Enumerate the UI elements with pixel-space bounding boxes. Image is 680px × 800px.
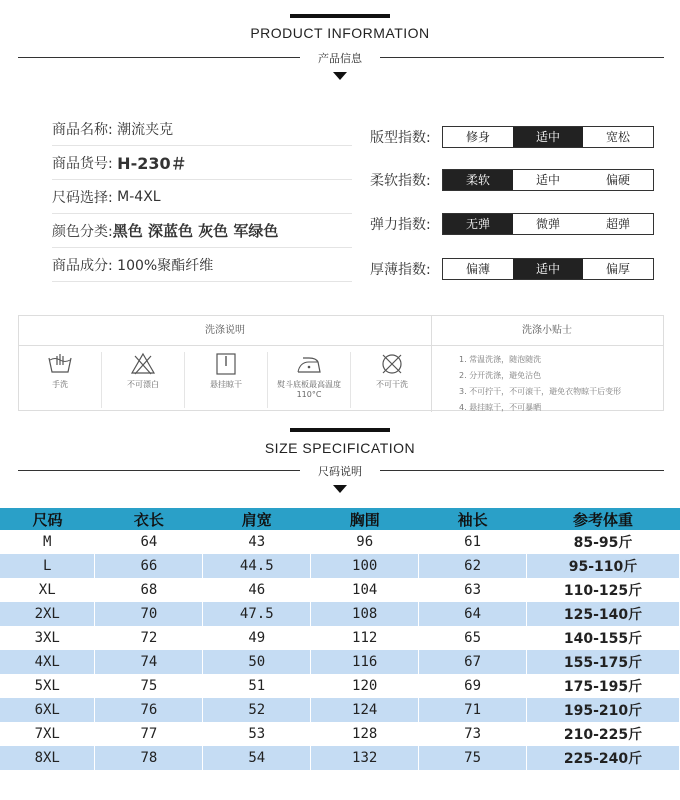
header-bar: [290, 14, 390, 18]
table-cell: 7XL: [0, 722, 95, 746]
wash-tip: 1. 常温洗涤，随泡随洗: [459, 355, 542, 364]
index-option: 修身: [443, 127, 513, 147]
table-cell: 61: [419, 530, 527, 554]
softness-index: [370, 167, 654, 193]
table-cell: 64: [95, 530, 203, 554]
index-option: 偏厚: [583, 259, 653, 279]
table-cell: 67: [419, 650, 527, 674]
section-subtitle: 产品信息: [300, 50, 380, 66]
table-cell: 54: [203, 746, 311, 770]
table-cell: 68: [95, 578, 203, 602]
table-cell: 63: [419, 578, 527, 602]
elasticity-index: [370, 211, 654, 237]
info-label: 商品名称:: [52, 121, 113, 138]
wash-icon-label: 手洗: [52, 380, 68, 389]
table-row: [0, 626, 680, 650]
table-cell: 72: [95, 626, 203, 650]
table-cell: 112: [311, 626, 419, 650]
table-row: [0, 530, 680, 554]
info-row-size: [52, 180, 352, 214]
index-label: 版型指数:: [370, 130, 431, 146]
table-cell: 125-140斤: [527, 602, 680, 626]
size-table: [0, 508, 680, 770]
fit-index: [370, 124, 654, 150]
index-option-selected: 适中: [513, 259, 583, 279]
index-label: 柔软指数:: [370, 173, 431, 189]
info-value: 潮流夹克: [117, 121, 174, 138]
section-title: SIZE SPECIFICATION: [264, 440, 416, 456]
table-cell: 108: [311, 602, 419, 626]
table-cell: 132: [311, 746, 419, 770]
wash-tip: 3. 不可拧干，不可滚干，避免衣物晾干后变形: [459, 387, 622, 396]
index-option: 适中: [513, 170, 583, 190]
table-cell: 75: [95, 674, 203, 698]
table-cell: M: [0, 530, 95, 554]
table-cell: 74: [95, 650, 203, 674]
table-cell: 124: [311, 698, 419, 722]
column-header: 衣长: [95, 508, 203, 530]
index-option: 微弹: [513, 214, 583, 234]
column-header: 袖长: [419, 508, 527, 530]
index-scale: [442, 258, 654, 280]
table-cell: 116: [311, 650, 419, 674]
table-cell: 175-195斤: [527, 674, 680, 698]
index-label: 厚薄指数:: [370, 262, 431, 278]
table-cell: 104: [311, 578, 419, 602]
table-cell: 85-95斤: [527, 530, 680, 554]
table-row: [0, 698, 680, 722]
wash-icon-cell: [102, 348, 184, 410]
table-row: [0, 578, 680, 602]
wash-icon-label: 熨斗底板最高温度110°C: [277, 380, 341, 399]
table-cell: 8XL: [0, 746, 95, 770]
table-cell: 70: [95, 602, 203, 626]
table-cell: 43: [203, 530, 311, 554]
column-header: 肩宽: [203, 508, 311, 530]
table-cell: 210-225斤: [527, 722, 680, 746]
table-cell: 76: [95, 698, 203, 722]
index-option: 超弹: [583, 214, 653, 234]
table-cell: 77: [95, 722, 203, 746]
table-row: [0, 746, 680, 770]
table-cell: 6XL: [0, 698, 95, 722]
wash-tip: 4. 悬挂晾干，不可暴晒: [459, 403, 542, 412]
table-cell: 46: [203, 578, 311, 602]
section-title: PRODUCT INFORMATION: [250, 25, 430, 41]
wash-tips-list: [459, 352, 621, 416]
wash-icon-label: 不可漂白: [127, 380, 159, 389]
table-cell: 51: [203, 674, 311, 698]
table-cell: 53: [203, 722, 311, 746]
index-scale: [442, 213, 654, 235]
index-option-selected: 适中: [513, 127, 583, 147]
table-cell: XL: [0, 578, 95, 602]
table-cell: 47.5: [203, 602, 311, 626]
wash-icon-label: 不可干洗: [376, 380, 408, 389]
wash-header: 洗涤说明: [19, 316, 431, 346]
index-option: 偏硬: [583, 170, 653, 190]
table-cell: 50: [203, 650, 311, 674]
table-cell: 69: [419, 674, 527, 698]
info-row-color: [52, 214, 352, 248]
column-header: 参考体重: [527, 508, 680, 530]
table-cell: 195-210斤: [527, 698, 680, 722]
table-cell: 65: [419, 626, 527, 650]
info-row-name: [52, 112, 352, 146]
table-row: [0, 650, 680, 674]
info-value: H-230＃: [117, 154, 187, 173]
column-header: 胸围: [311, 508, 419, 530]
table-cell: 155-175斤: [527, 650, 680, 674]
table-cell: 5XL: [0, 674, 95, 698]
wash-icon-label: 悬挂晾干: [210, 380, 242, 389]
info-label: 颜色分类:: [52, 223, 113, 240]
no-dry-clean-icon: [379, 352, 405, 376]
index-scale: [442, 169, 654, 191]
table-cell: 140-155斤: [527, 626, 680, 650]
info-value: 100%聚酯纤维: [117, 257, 214, 274]
table-cell: 110-125斤: [527, 578, 680, 602]
table-cell: 120: [311, 674, 419, 698]
table-cell: 78: [95, 746, 203, 770]
table-row: [0, 602, 680, 626]
down-arrow-icon: [333, 485, 347, 493]
info-value: M-4XL: [117, 188, 161, 205]
table-row: [0, 554, 680, 578]
column-header: 尺码: [0, 508, 95, 530]
table-cell: 44.5: [203, 554, 311, 578]
index-option-selected: 无弹: [443, 214, 513, 234]
index-option: 宽松: [583, 127, 653, 147]
wash-tip: 2. 分开洗涤，避免沾色: [459, 371, 542, 380]
wash-icon-cell: [19, 348, 101, 410]
table-cell: 128: [311, 722, 419, 746]
wash-tips-header: 洗涤小贴士: [431, 316, 663, 346]
table-row: [0, 674, 680, 698]
info-label: 商品货号:: [52, 155, 113, 172]
wash-icon-cell: [268, 348, 350, 410]
index-scale: [442, 126, 654, 148]
table-cell: 73: [419, 722, 527, 746]
table-cell: 71: [419, 698, 527, 722]
info-row-sku: [52, 146, 352, 180]
index-label: 弹力指数:: [370, 217, 431, 233]
table-cell: 2XL: [0, 602, 95, 626]
table-cell: 95-110斤: [527, 554, 680, 578]
table-header-row: [0, 508, 680, 530]
thickness-index: [370, 256, 654, 282]
header-bar: [290, 428, 390, 432]
info-label: 商品成分:: [52, 257, 113, 274]
table-cell: 66: [95, 554, 203, 578]
table-cell: 96: [311, 530, 419, 554]
info-row-material: [52, 248, 352, 282]
table-cell: 49: [203, 626, 311, 650]
no-bleach-icon: [130, 352, 156, 376]
hang-dry-icon: [213, 352, 239, 376]
wash-icon-cell: [185, 348, 267, 410]
table-cell: 225-240斤: [527, 746, 680, 770]
iron-icon: [295, 352, 323, 376]
section-subtitle: 尺码说明: [300, 463, 380, 479]
down-arrow-icon: [333, 72, 347, 80]
table-cell: 62: [419, 554, 527, 578]
wash-instructions: [18, 315, 664, 411]
table-cell: 100: [311, 554, 419, 578]
table-cell: L: [0, 554, 95, 578]
index-option: 偏薄: [443, 259, 513, 279]
wash-icon-cell: [351, 348, 433, 410]
hand-wash-icon: [47, 352, 73, 376]
table-cell: 4XL: [0, 650, 95, 674]
table-row: [0, 722, 680, 746]
table-cell: 64: [419, 602, 527, 626]
info-value: 黑色 深蓝色 灰色 军绿色: [112, 222, 279, 240]
table-cell: 3XL: [0, 626, 95, 650]
table-cell: 52: [203, 698, 311, 722]
info-label: 尺码选择:: [52, 189, 113, 206]
index-option-selected: 柔软: [443, 170, 513, 190]
table-cell: 75: [419, 746, 527, 770]
